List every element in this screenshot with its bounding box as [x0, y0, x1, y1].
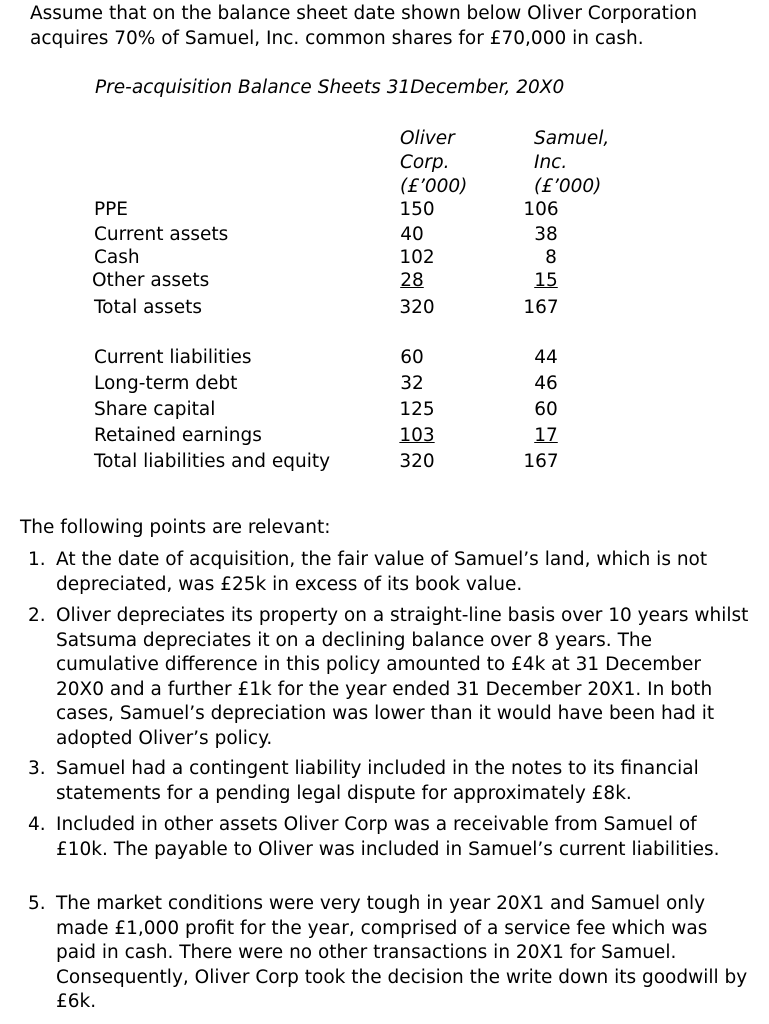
- value-samuel-cash: 8: [545, 247, 557, 268]
- row-label-ppe: PPE: [94, 199, 129, 220]
- intro-line-1: Assume that on the balance sheet date shown below Oliver Corporation: [30, 3, 698, 24]
- value-oliver-long-term-debt: 32: [400, 373, 424, 394]
- value-oliver-other-assets: 28: [400, 270, 424, 291]
- row-label-total-assets: Total assets: [94, 297, 202, 318]
- value-samuel-current-assets: 38: [534, 224, 558, 245]
- value-oliver-total-assets: 320: [399, 297, 435, 318]
- table-subtitle: Pre-acquisition Balance Sheets 31December, 20X0: [95, 77, 565, 98]
- row-label-share-capital: Share capital: [94, 399, 216, 420]
- list-item-number: 3.: [28, 758, 46, 779]
- value-samuel-current-liabilities: 44: [534, 347, 558, 368]
- points-heading: The following points are relevant:: [20, 517, 331, 538]
- value-samuel-total-assets: 167: [523, 297, 559, 318]
- list-item: [20, 757, 750, 806]
- list-item-text: The market conditions were very tough in year 20X1 and Samuel only made £1,000 profit for the year, comprised of a service fee which was paid in cash. There were no other transactions in 20X1 for Samuel. Consequently, Oliver Corp took the decision the write down its goodwill by £6k.: [56, 893, 748, 1012]
- row-label-current-liabilities: Current liabilities: [94, 347, 252, 368]
- value-oliver-current-liabilities: 60: [400, 347, 424, 368]
- list-item-text: Included in other assets Oliver Corp was a receivable from Samuel of £10k. The payable to Oliver was included in Samuel’s current liabilities.: [56, 814, 720, 860]
- list-item-text: Oliver depreciates its property on a straight-line basis over 10 years whilst Satsuma depreciates it on a declining balance over 8 years. The cumulative difference in this policy amounted to £4k at 31 December 20X0 and a further £1k for the year ended 31 December 20X1. In both cases, Samuel’s depreciation was lower than it would have been had it adopted Oliver’s policy.: [56, 605, 749, 749]
- row-label-cash: Cash: [94, 247, 140, 268]
- value-oliver-cash: 102: [399, 247, 435, 268]
- value-oliver-ppe: 150: [399, 199, 435, 220]
- value-samuel-share-capital: 60: [534, 399, 558, 420]
- col-header-oliver-2: Corp.: [400, 152, 450, 173]
- col-header-samuel-3: (£’000): [534, 176, 602, 197]
- intro-line-2: acquires 70% of Samuel, Inc. common shares for £70,000 in cash.: [30, 28, 644, 49]
- value-oliver-retained-earnings: 103: [399, 425, 435, 446]
- row-label-total-liabilities-equity: Total liabilities and equity: [94, 451, 331, 472]
- row-label-long-term-debt: Long-term debt: [94, 373, 238, 394]
- row-label-retained-earnings: Retained earnings: [94, 425, 262, 446]
- value-samuel-retained-earnings: 17: [534, 425, 558, 446]
- col-header-oliver-1: Oliver: [400, 128, 455, 149]
- value-oliver-share-capital: 125: [399, 399, 435, 420]
- row-label-other-assets: Other assets: [92, 270, 210, 291]
- list-item: [20, 548, 750, 597]
- list-item-text: At the date of acquisition, the fair value of Samuel’s land, which is not depreciated, was £25k in excess of its book value.: [56, 549, 708, 595]
- list-item: [20, 813, 750, 862]
- list-item-number: 1.: [28, 549, 46, 570]
- value-samuel-total-liabilities-equity: 167: [523, 451, 559, 472]
- list-item-text: Samuel had a contingent liability included in the notes to its financial statements for a pending legal dispute for approximately £8k.: [56, 758, 699, 804]
- list-item-number: 4.: [28, 814, 46, 835]
- row-label-current-assets: Current assets: [94, 224, 229, 245]
- value-oliver-total-liabilities-equity: 320: [399, 451, 435, 472]
- col-header-oliver-3: (£’000): [400, 176, 468, 197]
- list-item: [20, 604, 750, 751]
- value-samuel-long-term-debt: 46: [534, 373, 558, 394]
- col-header-samuel-1: Samuel,: [534, 128, 610, 149]
- list-item-number: 5.: [28, 893, 46, 914]
- value-samuel-ppe: 106: [523, 199, 559, 220]
- col-header-samuel-2: Inc.: [534, 152, 568, 173]
- value-samuel-other-assets: 15: [534, 270, 558, 291]
- value-oliver-current-assets: 40: [400, 224, 424, 245]
- list-item: [20, 892, 750, 1015]
- list-item-number: 2.: [28, 605, 46, 626]
